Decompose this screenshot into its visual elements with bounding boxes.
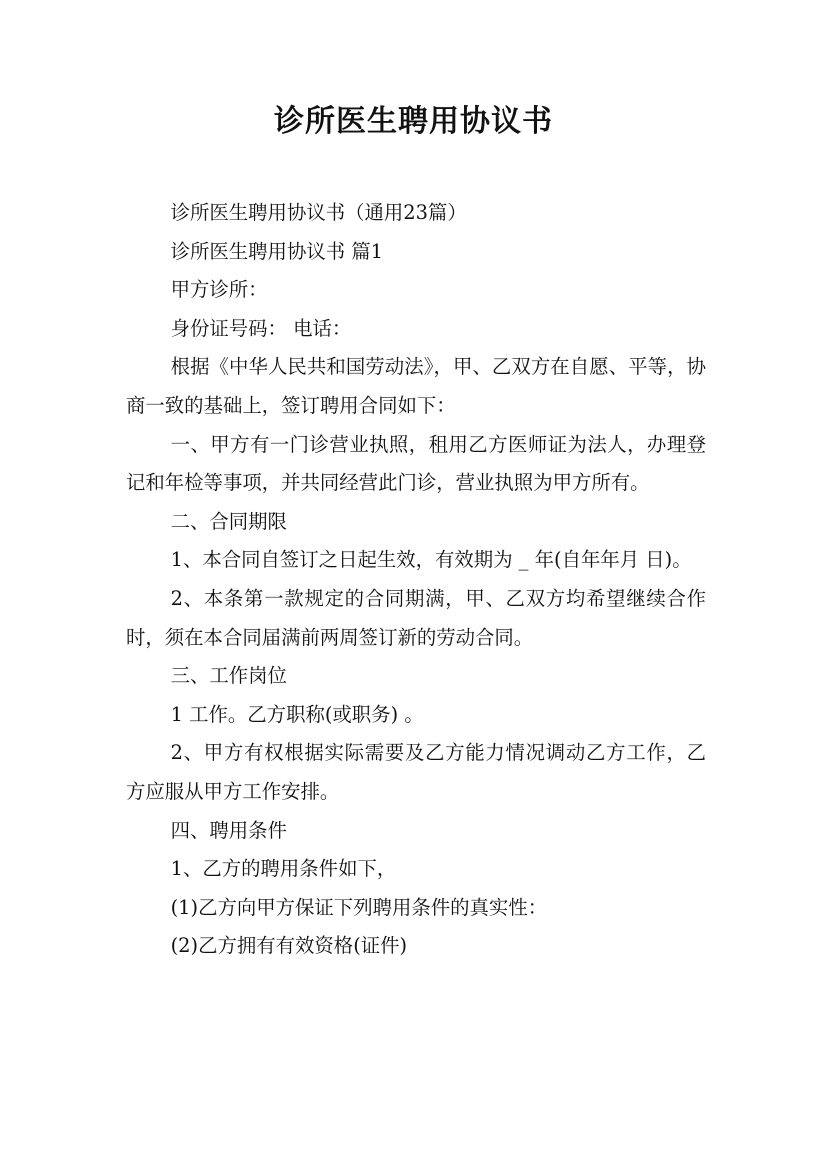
paragraph-id-phone: 身份证号码： 电话：: [170, 316, 352, 340]
paragraph-clause-1: 一、甲方有一门诊营业执照，租用乙方医师证为法人，办理登记和年检等事项，并共同经营此门诊，营业执照为甲方所有。: [126, 432, 706, 495]
paragraph-subtitle: 诊所医生聘用协议书（通用23篇）: [170, 201, 467, 224]
paragraph-position-1: 1 工作。乙方职称(或职务) 。: [170, 702, 424, 726]
paragraph-heading-conditions: 四、聘用条件: [170, 818, 287, 842]
paragraph-conditions-1: 1、乙方的聘用条件如下，: [170, 857, 397, 881]
document-body: [126, 194, 706, 966]
paragraph-position-2: 2、甲方有权根据实际需要及乙方能力情况调动乙方工作，乙方应服从甲方工作安排。: [126, 741, 706, 803]
paragraph-conditions-1-1: (1)乙方向甲方保证下列聘用条件的真实性：: [170, 895, 548, 919]
paragraph-heading-term: 二、合同期限: [170, 509, 287, 533]
document-title: 诊所医生聘用协议书: [274, 104, 553, 139]
paragraph-party-a: 甲方诊所：: [170, 278, 268, 302]
paragraph-preamble: 根据《中华人民共和国劳动法》，甲、乙双方在自愿、平等，协商一致的基础上，签订聘用合同如下：: [126, 355, 706, 417]
paragraph-term-2: 2、本条第一款规定的合同期满，甲、乙双方均希望继续合作时，须在本合同届满前两周签订新的劳动合同。: [126, 586, 706, 649]
paragraph-heading-position: 三、工作岗位: [170, 664, 287, 688]
paragraph-term-1: 1、本合同自签订之日起生效，有效期为 _ 年(自年年月 日)。: [170, 548, 692, 572]
paragraph-conditions-1-2: (2)乙方拥有有效资格(证件): [170, 934, 408, 958]
paragraph-section-heading: 诊所医生聘用协议书 篇1: [170, 239, 384, 263]
